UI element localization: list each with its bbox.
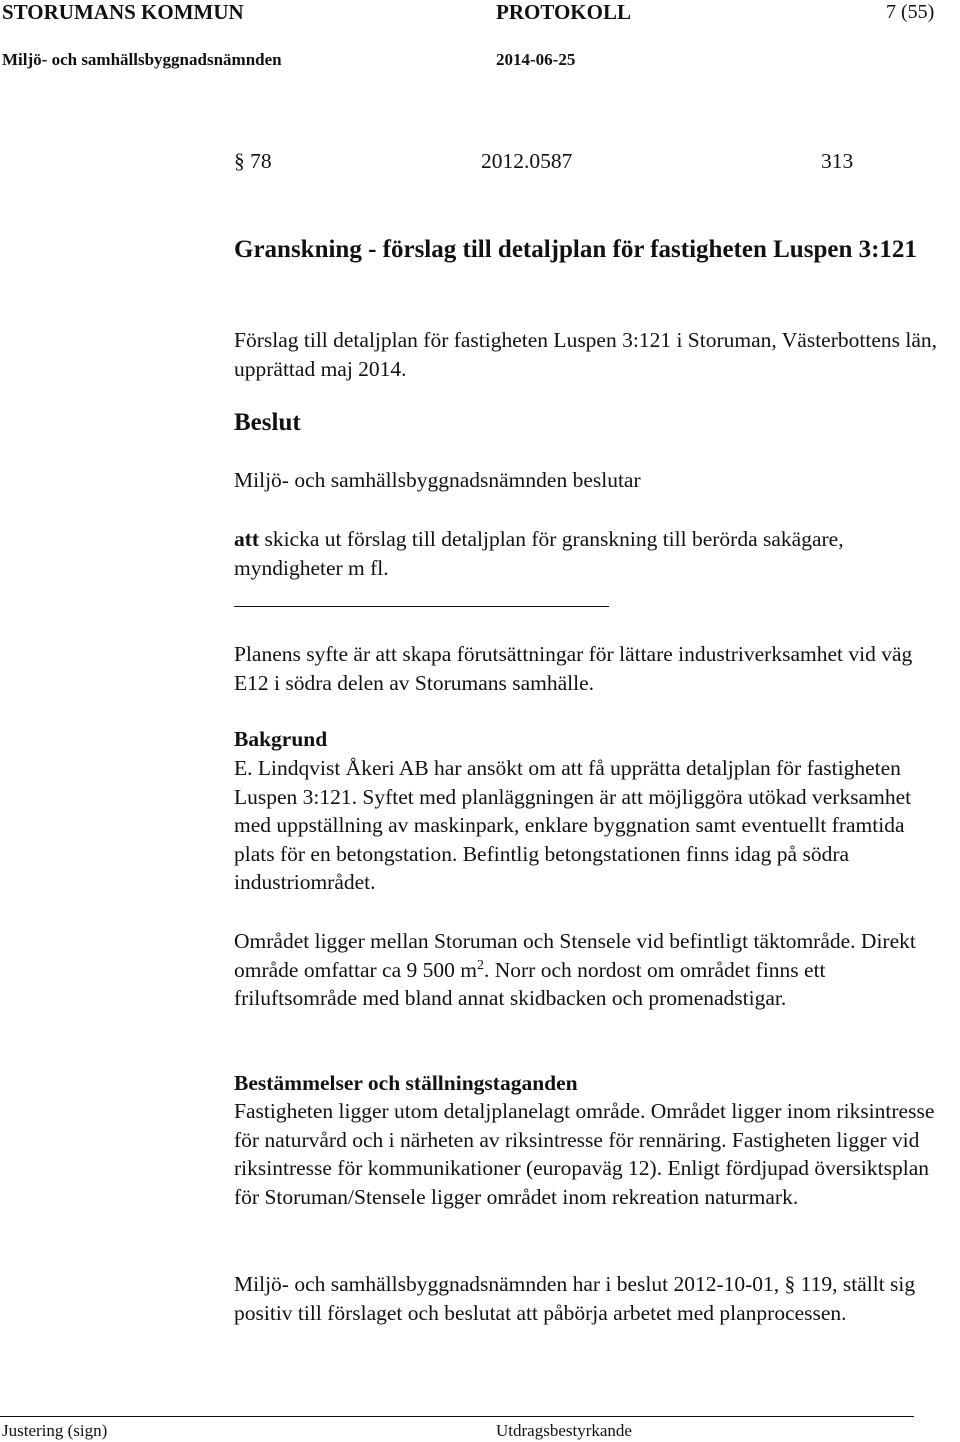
area-description [234,927,946,1013]
archive-code: 313 [821,149,854,173]
previous-decision: Miljö- och samhällsbyggnadsnämnden har i beslut 2012-10-01, § 119, ställt sig positiv till förslaget och beslutat att påbörja arbetet med planprocessen. [234,1272,916,1325]
certified-label: Utdragsbestyrkande [496,1421,632,1440]
case-number: 2012.0587 [481,149,573,173]
organization-name: STORUMANS KOMMUN [2,0,244,24]
item-title: Granskning - förslag till detaljplan för fastigheten Luspen 3:121 [234,236,917,263]
section-divider [234,606,609,607]
decision-clause-text: skicka ut förslag till detaljplan för granskning till berörda sakägare, myndigheter m fl. [234,527,844,580]
item-subtitle: Förslag till detaljplan för fastigheten Luspen 3:121 i Storuman, Västerbottens län, upprättad maj 2014. [234,328,938,381]
meeting-date: 2014-06-25 [496,50,576,69]
paragraph-number: § 78 [234,149,272,173]
background-heading: Bakgrund [234,727,328,751]
board-name: Miljö- och samhällsbyggnadsnämnden [2,50,282,69]
area-text-part-2: . Norr och nordost om området finns ett friluftsområde med bland annat skidbacken och promenadstigar. [234,957,826,1011]
area-text-part-1: Området ligger mellan Storuman och Stensele vid befintligt täktområde. Direkt område omfattar ca 9 500 m [234,929,916,982]
plan-purpose: Planens syfte är att skapa förutsättningar för lättare industriverksamhet vid väg E12 i södra delen av Storumans samhälle. [234,642,913,695]
item-reference-row [234,147,946,177]
provisions-text: Fastigheten ligger utom detaljplanelagt område. Området ligger inom riksintresse för naturvård och i närheten av riksintresse för rennäring. Fastigheten ligger vid riksintresse för kommunikationer (europaväg 12). Enligt fördjupad översiktsplan för Storuman/Stensele ligger området inom rekreation naturmark. [234,1099,935,1209]
document-type: PROTOKOLL [496,0,631,24]
signature-label: Justering (sign) [2,1421,108,1440]
provisions-heading: Bestämmelser och ställningstaganden [234,1071,578,1095]
signature-line [0,1416,914,1417]
decision-intro: Miljö- och samhällsbyggnadsnämnden beslutar [234,468,641,492]
decision-heading: Beslut [234,409,301,436]
att-keyword: att [234,527,260,551]
page-number: 7 (55) [886,1,935,23]
decision-clause [234,525,946,582]
area-unit-superscript: 2 [476,957,484,973]
background-text: E. Lindqvist Åkeri AB har ansökt om att få upprätta detaljplan för fastigheten Luspen 3:121. Syftet med planläggningen är att möjliggöra utökad verksamhet med uppställning av maskinpark, enklare byggnation samt eventuellt framtida plats för en betongstation. Befintlig betongstationen finns idag på södra industriområdet. [234,756,912,895]
